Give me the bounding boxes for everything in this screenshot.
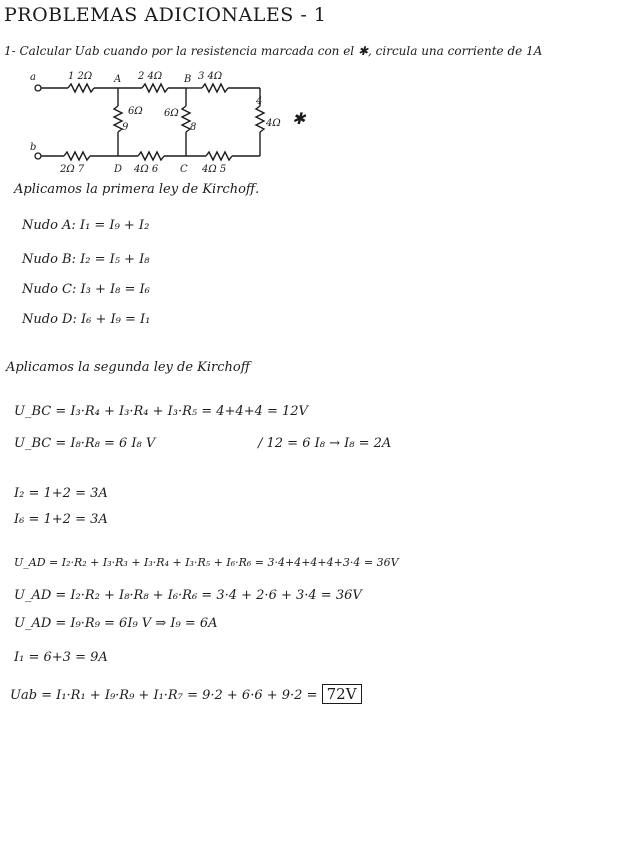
node-b-label: B: [184, 74, 192, 85]
circuit-diagram: [30, 68, 340, 178]
page-title: PROBLEMAS ADICIONALES - 1: [4, 4, 327, 26]
terminal-b-label: b: [30, 142, 37, 153]
kirchhoff2-heading: Aplicamos la segunda ley de Kirchoff: [6, 360, 250, 375]
node-d-label: D: [114, 164, 123, 175]
node-a-label: A: [114, 74, 122, 85]
resistor-r3-label: 3 4Ω: [198, 71, 223, 82]
resistor-r5-label: 4Ω 5: [202, 164, 227, 175]
equation-line: I₁ = 6+3 = 9A: [14, 650, 108, 665]
resistor-r8-icon: [182, 106, 190, 132]
result-box: 72V: [322, 684, 362, 704]
resistor-r5-icon: [206, 152, 232, 160]
resistor-r9-icon: [114, 106, 122, 132]
resistor-r2-icon: [142, 84, 168, 92]
resistor-r6-label: 4Ω 6: [134, 164, 159, 175]
node-equation: Nudo C: I₃ + I₈ = I₆: [22, 282, 150, 297]
resistor-r6-icon: [138, 152, 164, 160]
equation-line: U_AD = I₂·R₂ + I₈·R₈ + I₆·R₆ = 3·4 + 2·6 + 3·4 = 36V: [14, 588, 362, 603]
resistor-r4-label: 4Ω: [266, 118, 281, 129]
node-equation: Nudo B: I₂ = I₅ + I₈: [22, 252, 150, 267]
resistor-r9-number: 9: [122, 122, 129, 133]
equation-line: U_AD = I₂·R₂ + I₃·R₃ + I₃·R₄ + I₃·R₅ + I₆·R₆ = 3·4+4+4+4+3·4 = 36V: [14, 556, 399, 569]
terminal-b-icon: [35, 153, 41, 159]
resistor-r7-label: 2Ω 7: [60, 164, 85, 175]
resistor-r8-label: 6Ω: [164, 108, 179, 119]
equation-line: Uab = I₁·R₁ + I₉·R₉ + I₁·R₇ = 9·2 + 6·6 + 9·2 =: [10, 688, 318, 703]
equation-line: U_AD = I₉·R₉ = 6I₉ V ⇒ I₉ = 6A: [14, 616, 218, 631]
resistor-r9-label: 6Ω: [128, 106, 143, 117]
equation-line: I₆ = 1+2 = 3A: [14, 512, 108, 527]
equation-line: U_BC = I₈·R₈ = 6 I₈ V: [14, 436, 156, 451]
star-marker-icon: ✱: [292, 109, 306, 128]
resistor-r1-icon: [68, 84, 94, 92]
terminal-a-icon: [35, 85, 41, 91]
equation-line: U_BC = I₃·R₄ + I₃·R₄ + I₃·R₅ = 4+4+4 = 12V: [14, 404, 308, 419]
kirchhoff1-heading: Aplicamos la primera ley de Kirchoff.: [14, 182, 260, 197]
resistor-r8-number: 8: [190, 122, 197, 133]
node-c-label: C: [180, 164, 188, 175]
problem-statement: 1- Calcular Uab cuando por la resistencia marcada con el ✱, circula una corriente de 1A: [4, 44, 543, 58]
side-note: / 12 = 6 I₈ → I₈ = 2A: [258, 436, 392, 451]
resistor-r7-icon: [64, 152, 90, 160]
node-equation: Nudo D: I₆ + I₉ = I₁: [22, 312, 151, 327]
equation-line: I₂ = 1+2 = 3A: [14, 486, 108, 501]
resistor-r2-label: 2 4Ω: [138, 71, 163, 82]
final-equation: [10, 684, 362, 704]
terminal-a-label: a: [30, 72, 36, 83]
resistor-r1-label: 1 2Ω: [68, 71, 93, 82]
resistor-r4-icon: [256, 106, 264, 132]
resistor-r3-icon: [202, 84, 228, 92]
resistor-r4-number: 4: [256, 96, 263, 107]
node-equation: Nudo A: I₁ = I₉ + I₂: [22, 218, 150, 233]
